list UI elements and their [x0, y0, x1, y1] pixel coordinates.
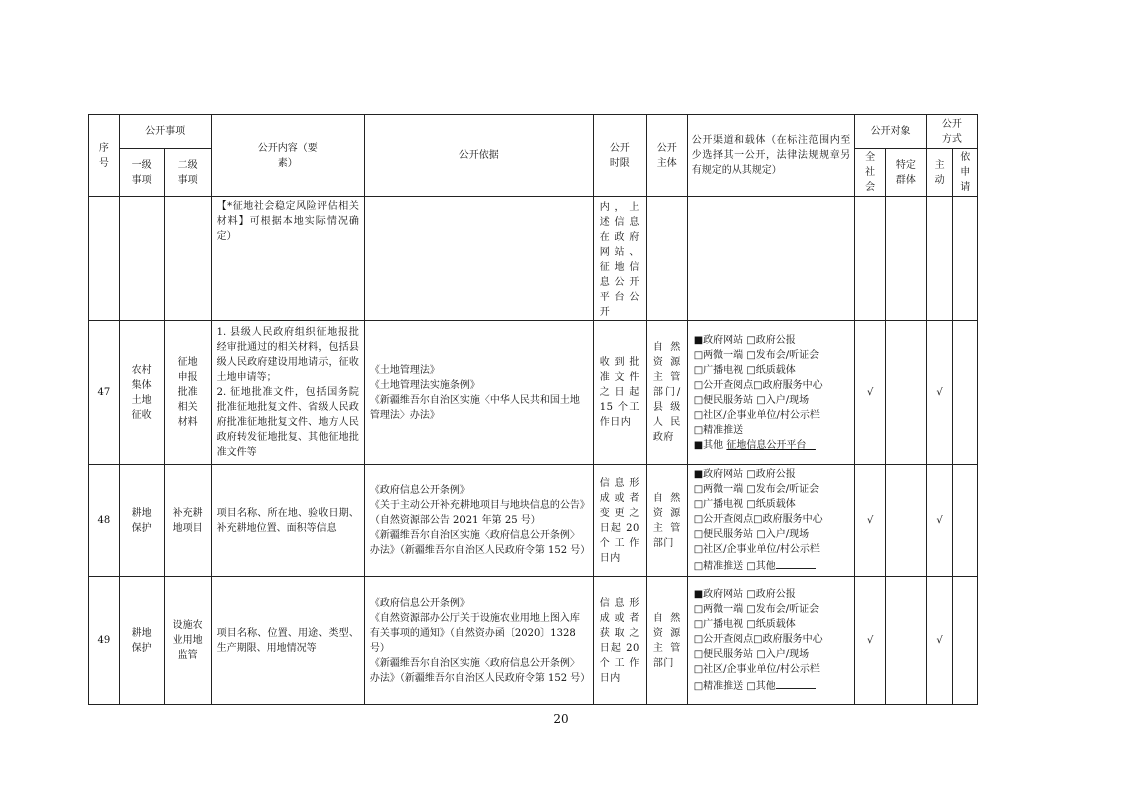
channel-option: □社区/企事业单位/村公示栏	[693, 409, 820, 421]
cell-timelimit: 信息形成或者获取之日起 20 个工作日内	[593, 577, 646, 705]
cell-subject	[646, 197, 687, 321]
fill-in-blank	[776, 557, 816, 569]
cell-basis	[364, 197, 593, 321]
table-row	[89, 465, 978, 577]
cell-request	[953, 465, 978, 577]
content-line: 【*征地社会稳定风险评估相关材料】可根据本地实际情况确定）	[216, 201, 359, 242]
channel-option: □精准推送	[693, 424, 744, 436]
cell-active	[926, 197, 953, 321]
cell-content	[211, 197, 364, 321]
cell-level1: 耕地保护	[119, 577, 164, 705]
cell-request	[953, 321, 978, 465]
cell-channels	[687, 465, 855, 577]
cell-channels	[687, 197, 855, 321]
channel-option: □公开查阅点□政府服务中心	[693, 514, 823, 525]
header-basis: 公开依据	[364, 115, 593, 197]
page-number: 20	[553, 712, 569, 726]
channel-option: □两微一端 □发布会/听证会	[693, 349, 820, 361]
header-content: 公开内容（要素）	[211, 115, 364, 197]
cell-channels	[687, 321, 855, 465]
channel-option: □精准推送 □其他	[694, 557, 849, 574]
cell-level2: 设施农业用地监管	[164, 577, 211, 705]
header-request: 依申请	[953, 149, 978, 197]
table-row	[89, 321, 978, 465]
header-subject: 公开主体	[646, 115, 687, 197]
header-matter: 公开事项	[119, 115, 211, 149]
header-specific: 特定群体	[885, 149, 926, 197]
header-society: 全社会	[855, 149, 886, 197]
cell-timelimit: 收到批准文件之日起 15 个工作日内	[593, 321, 646, 465]
cell-request	[953, 577, 978, 705]
channel-option: □公开查阅点□政府服务中心	[693, 379, 823, 391]
cell-specific	[885, 197, 926, 321]
basis-line: 《土地管理法》	[369, 364, 440, 376]
cell-level2: 补充耕地项目	[164, 465, 211, 577]
channel-option: □社区/企事业单位/村公示栏	[693, 664, 820, 675]
cell-level2	[164, 197, 211, 321]
basis-line: 《政府信息公开条例》	[369, 485, 470, 496]
cell-basis	[364, 321, 593, 465]
cell-seq: 48	[89, 465, 120, 577]
cell-basis	[364, 465, 593, 577]
header-level1: 一级事项	[119, 149, 164, 197]
cell-society	[855, 197, 886, 321]
cell-specific	[885, 577, 926, 705]
cell-content	[211, 465, 364, 577]
channel-option: □社区/企事业单位/村公示栏	[693, 544, 820, 555]
channel-option: ■政府网站 □政府公报	[693, 334, 796, 346]
channel-option: □便民服务站 □入户/现场	[693, 394, 810, 406]
channel-option: ■政府网站 □政府公报	[693, 469, 796, 480]
cell-specific	[885, 321, 926, 465]
basis-line: 《自然资源部办公厅关于设施农业用地上图入库有关事项的通知》（自然资办函〔2020〕1328 号）	[369, 612, 580, 654]
channel-option: □两微一端 □发布会/听证会	[693, 484, 820, 495]
disclosure-table	[88, 114, 978, 705]
cell-seq	[89, 197, 120, 321]
channel-option: ■政府网站 □政府公报	[693, 589, 796, 600]
cell-basis	[364, 577, 593, 705]
cell-level1	[119, 197, 164, 321]
channel-option: □便民服务站 □入户/现场	[693, 529, 810, 540]
table-row	[89, 577, 978, 705]
channel-option: □便民服务站 □入户/现场	[693, 649, 810, 660]
content-line: 项目名称、所在地、验收日期、补充耕地位置、面积等信息	[216, 507, 359, 534]
cell-active: √	[926, 465, 953, 577]
basis-line: 《新疆维吾尔自治区实施〈政府信息公开条例〉办法》（新疆维吾尔自治区人民政府令第 152 号）	[369, 530, 591, 556]
channel-option: □广播电视 □纸质载体	[693, 499, 796, 510]
cell-subject: 自然资源主管部门	[646, 465, 687, 577]
channel-option: ■其他 征地信息公开平台	[693, 439, 816, 451]
cell-active: √	[926, 577, 953, 705]
cell-content	[211, 321, 364, 465]
channel-option: □精准推送 □其他	[694, 677, 849, 694]
cell-seq: 49	[89, 577, 120, 705]
cell-level2: 征地申报批准相关材料	[164, 321, 211, 465]
header-channels: 公开渠道和载体（在标注范围内至少选择其一公开，法律法规规章另有规定的从其规定）	[687, 115, 855, 197]
cell-content	[211, 577, 364, 705]
channel-option: □公开查阅点□政府服务中心	[693, 634, 823, 645]
cell-request	[953, 197, 978, 321]
cell-channels	[687, 577, 855, 705]
cell-timelimit: 内，上述信息在政府网站、征地信息公开平台公开	[593, 197, 646, 321]
content-line: 项目名称、位置、用途、类型、生产期限、用地情况等	[216, 627, 359, 654]
cell-active: √	[926, 321, 953, 465]
content-line: 1. 县级人民政府组织征地报批经审批通过的相关材料，包括县级人民政府建设用地请示，征收土地申请等；	[216, 327, 359, 383]
channel-option: □两微一端 □发布会/听证会	[693, 604, 820, 615]
header-active: 主动	[926, 149, 953, 197]
table-row	[89, 197, 978, 321]
channel-option: □广播电视 □纸质载体	[693, 619, 796, 630]
cell-level1: 耕地保护	[119, 465, 164, 577]
header-mode: 公开方式	[926, 115, 977, 149]
channel-option: □广播电视 □纸质载体	[693, 364, 796, 376]
basis-line: 《政府信息公开条例》	[369, 597, 470, 609]
basis-line: 《新疆维吾尔自治区实施〈政府信息公开条例〉办法》（新疆维吾尔自治区人民政府令第 152 号）	[369, 657, 591, 684]
header-timelimit: 公开时限	[593, 115, 646, 197]
header-seq: 序号	[89, 115, 120, 197]
cell-society: √	[855, 465, 886, 577]
basis-line: 《关于主动公开补充耕地项目与地块信息的公告》（自然资源部公告 2021 年第 25 号）	[369, 500, 585, 526]
cell-timelimit: 信息形成或者变更之日起 20 个工作日内	[593, 465, 646, 577]
header-level2: 二级事项	[164, 149, 211, 197]
cell-level1: 农村集体土地征收	[119, 321, 164, 465]
header-target: 公开对象	[855, 115, 927, 149]
cell-subject: 自然资源主管部门/县级人民政府	[646, 321, 687, 465]
basis-line: 《新疆维吾尔自治区实施〈中华人民共和国土地管理法〉办法》	[369, 394, 580, 421]
fill-in-blank	[776, 677, 816, 689]
cell-seq: 47	[89, 321, 120, 465]
basis-line: 《土地管理法实施条例》	[369, 379, 480, 391]
cell-specific	[885, 465, 926, 577]
cell-society: √	[855, 321, 886, 465]
cell-subject: 自然资源主管部门	[646, 577, 687, 705]
cell-society: √	[855, 577, 886, 705]
content-line: 2. 征地批准文件，包括国务院批准征地批复文件、省级人民政府批准征地批复文件、地方人民政府转发征地批复、其他征地批准文件等	[216, 387, 359, 458]
